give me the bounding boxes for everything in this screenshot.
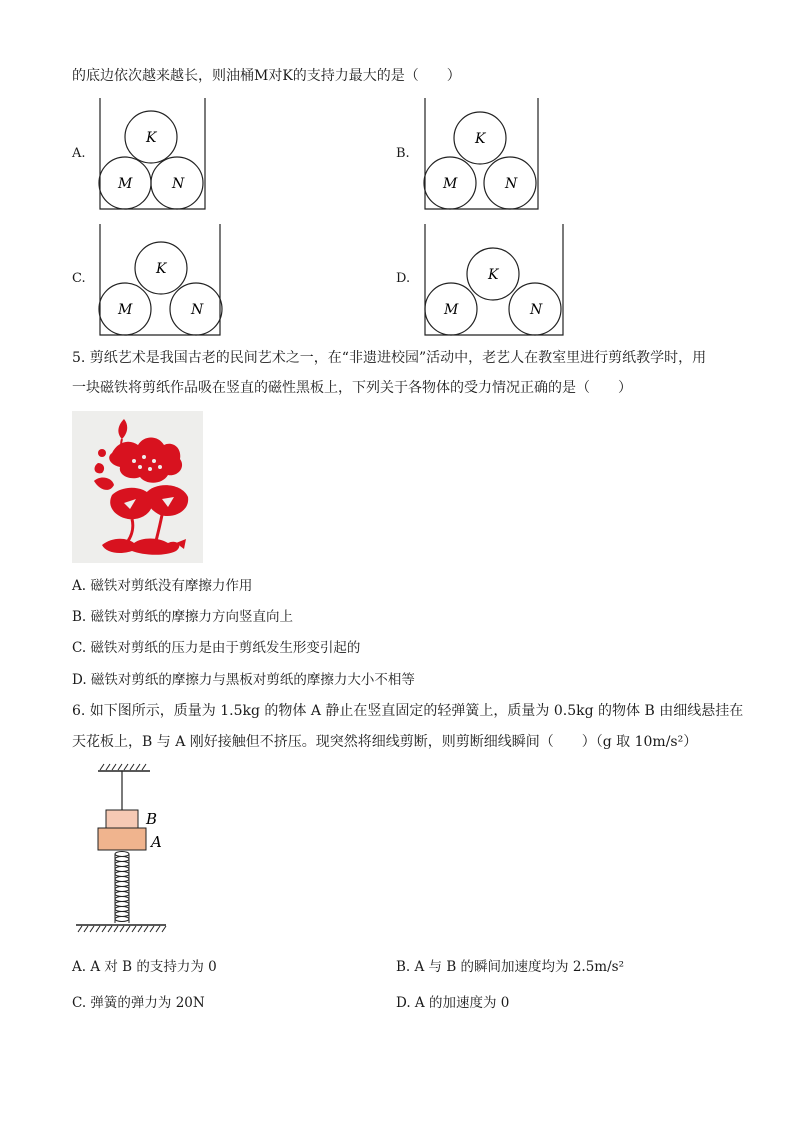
label-m: M [118,176,133,192]
q5-stem-line1: 5. 剪纸艺术是我国古老的民间艺术之一，在“非遗进校园”活动中，老艺人在教室里进行剪纸教学时，用 [72,350,707,366]
q4-stem-tail: 的底边依次越来越长，则油桶M对K的支持力最大的是（ ） [72,68,461,84]
bucket-outline [100,224,220,335]
papercut-photo [72,411,203,563]
label-k: K [488,267,499,283]
spring-block-figure [72,763,177,938]
q4-option-c-diagram [95,222,225,338]
label-n: N [530,302,543,318]
label-n: N [172,176,185,192]
ceiling-hatch [100,764,146,770]
label-k: K [156,261,167,277]
q6-stem-line1: 6. 如下图所示，质量为 1.5kg 的物体 A 静止在竖直固定的轻弹簧上，质量为 0.5kg 的物体 B 由细线悬挂在 [72,703,744,719]
label-b: B [146,810,158,828]
q5-option-a[interactable]: A. 磁铁对剪纸没有摩擦力作用 [72,578,253,594]
block-b [106,810,138,828]
q4-option-b-label[interactable]: B. [396,146,410,161]
label-n: N [191,302,204,318]
q4-option-a-label[interactable]: A. [72,146,86,161]
label-m: M [118,302,133,318]
q4-option-d-label[interactable]: D. [396,271,411,286]
q5-option-d[interactable]: D. 磁铁对剪纸的摩擦力与黑板对剪纸的摩擦力大小不相等 [72,672,415,688]
q5-option-c[interactable]: C. 磁铁对剪纸的压力是由于剪纸发生形变引起的 [72,640,361,656]
label-m: M [443,176,458,192]
bucket-outline [425,98,538,209]
q4-option-a-diagram [95,96,210,212]
q6-option-b[interactable]: B. A 与 B 的瞬间加速度均为 2.5m/s² [396,959,624,975]
q4-option-b-diagram [420,96,545,212]
q4-option-d-diagram [420,222,568,338]
q6-option-a[interactable]: A. A 对 B 的支持力为 0 [72,959,217,975]
block-a [98,828,146,850]
q5-stem-line2: 一块磁铁将剪纸作品吸在竖直的磁性黑板上，下列关于各物体的受力情况正确的是（ ） [72,380,632,396]
label-n: N [505,176,518,192]
label-m: M [444,302,459,318]
label-a: A [151,833,162,851]
q6-option-d[interactable]: D. A 的加速度为 0 [396,995,510,1011]
floor-hatch [78,926,166,932]
label-k: K [475,131,486,147]
spring [115,852,129,924]
q6-stem-line2: 天花板上，B 与 A 刚好接触但不挤压。现突然将细线剪断，则剪断细线瞬间（ ）（g 取 10m/s²） [72,734,698,750]
label-k: K [146,130,157,146]
q5-option-b[interactable]: B. 磁铁对剪纸的摩擦力方向竖直向上 [72,609,294,625]
q6-option-c[interactable]: C. 弹簧的弹力为 20N [72,995,205,1011]
q4-option-c-label[interactable]: C. [72,271,86,286]
